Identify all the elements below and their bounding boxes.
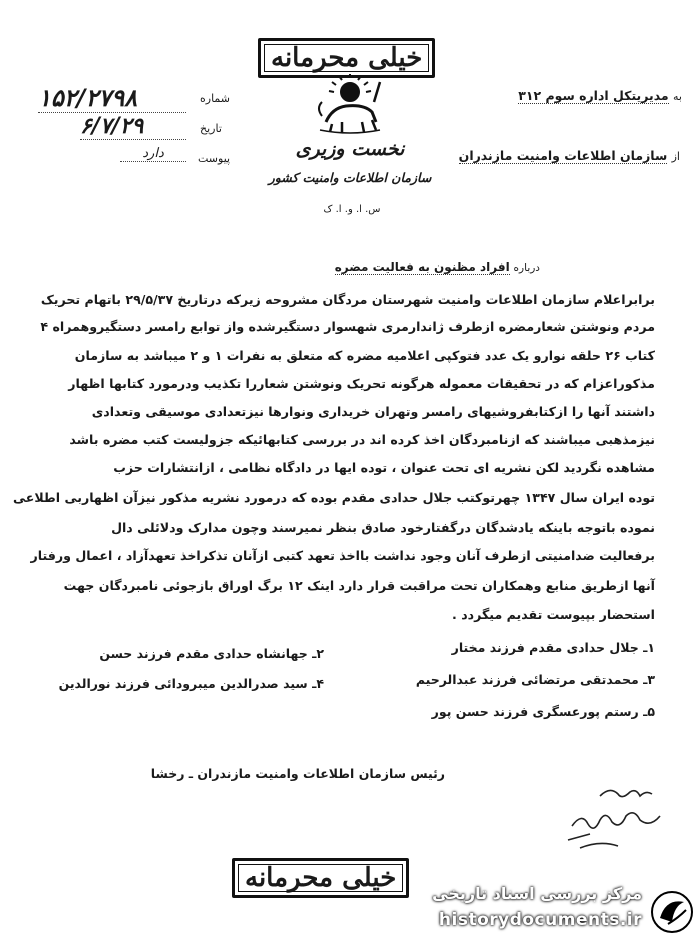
body-line: داشتند آنها را ازکتابفروشیهای رامسر وتهران خریداری ونوارها نیزتعدادی موسیقی وتعدادی <box>91 404 655 419</box>
body-line: مردم ونوشتن شعارمضره ازطرف ژاندارمری شهسوار دستگیرشده واز توابع رامسر دستگیروهمراه ۴ <box>40 319 655 334</box>
date-label: تاریخ <box>200 122 222 135</box>
subject-value: افراد مظنون به فعالیت مضره <box>334 260 510 274</box>
watermark-url: historydocuments.ir <box>438 910 642 930</box>
watermark-title: مرکز بررسی اسناد تاریخی <box>432 884 642 903</box>
person-item: ۴ـ سید صدرالدین میبرودائی فرزند نورالدین <box>58 676 324 691</box>
body-line: نموده باتوجه باینکه یادشدگان درگفتارخود صادق بنظر نمیرسند وچون مدارک ودلائلی دال <box>111 520 655 535</box>
person-item: ۳ـ محمدتقی مرتضائی فرزند عبدالرحیم <box>415 672 655 687</box>
subject-label: درباره <box>513 262 540 274</box>
body-line: برفعالیت ضدامنیتی ازطرف آنان وجود نداشت بااخذ تعهد کتبی ازآنان تذکراخذ تعهدآزاد ، اعمال ورفتار <box>30 548 655 563</box>
recipient-row <box>452 88 682 103</box>
recipient-value: مدیریتکل اداره سوم ۳۱۲ <box>518 88 669 103</box>
body-line: کتاب ۲۶ حلقه نوارو یک عدد فتوکپی اعلامیه مضره که متعلق به نفرات ۱ و ۲ میباشد به سازمان <box>74 348 655 363</box>
letter-date: ۶/۷/۲۹ <box>80 114 186 140</box>
body-line: برابراعلام سازمان اطلاعات وامنیت شهرستان مردگان مشروحه زیرکه درتاریخ ۲۹/۵/۳۷ باتهام تحریک <box>40 292 655 307</box>
body-line: نیزمذهبی میباشند که ازنامبردگان اخذ کرده اند در بررسی کتابهائیکه جزولیست کتب مضره باشد <box>69 432 655 447</box>
sender-value: سازمان اطلاعات وامنیت مازندران <box>458 148 668 163</box>
from-label: از <box>671 150 680 163</box>
archive-logo-icon <box>648 888 696 936</box>
organization-name: سازمان اطلاعات وامنیت کشور <box>268 170 432 185</box>
handwritten-signature-icon <box>560 782 680 862</box>
to-label: به <box>673 90 682 103</box>
top-confidential-stamp: خیلی محرمانه <box>258 38 435 78</box>
archive-watermark <box>400 880 700 942</box>
lion-and-sun-emblem-icon <box>312 72 388 134</box>
organization-code: س. ا. و. ا. ک <box>323 204 381 215</box>
body-line: توده ایران سال ۱۳۴۷ چهرتوکتب جلال حدادی مقدم بوده که درمورد نشریه مذکور نیزآن اظهاربی اطلاعی <box>13 490 655 505</box>
person-item: ۵ـ رستم پورعسگری فرزند حسن پور <box>431 704 655 719</box>
attachment-label: پیوست <box>198 152 231 165</box>
person-item: ۱ـ جلال حدادی مقدم فرزند مختار <box>451 640 655 655</box>
body-line: مذکوراعزام که در تحقیقات معموله هرگونه تحریک ونوشتن شعاررا تکذیب ودرمورد کتابها اظهار <box>68 376 655 391</box>
number-label: شماره <box>200 92 231 105</box>
signoff-line: رئیس سازمان اطلاعات وامنیت مازندران ـ رخشا <box>150 766 445 781</box>
subject-row <box>150 260 540 274</box>
body-line: استحضار بپیوست تقدیم میگردد . <box>452 607 655 622</box>
sender-row <box>445 148 680 163</box>
person-item: ۲ـ جهانشاه حدادی مقدم فرزند حسن <box>99 646 324 661</box>
bottom-confidential-stamp: خیلی محرمانه <box>232 858 409 898</box>
body-line: مشاهده نگردید لکن نشریه ای تحت عنوان ، توده ایها در دادگاه نظامی ، ازانتشارات حزب <box>113 460 655 475</box>
attachment-value: دارد <box>120 146 186 162</box>
ministry-title: نخست وزیری <box>295 138 405 160</box>
letter-number: ۱۵۲/۲۷۹۸ <box>38 84 186 113</box>
body-line: آنها ازطریق منابع وهمکاران تحت مراقبت قرار دارد اینک ۱۲ برگ اوراق بازجوئی نامبردگان جهت <box>63 578 655 593</box>
